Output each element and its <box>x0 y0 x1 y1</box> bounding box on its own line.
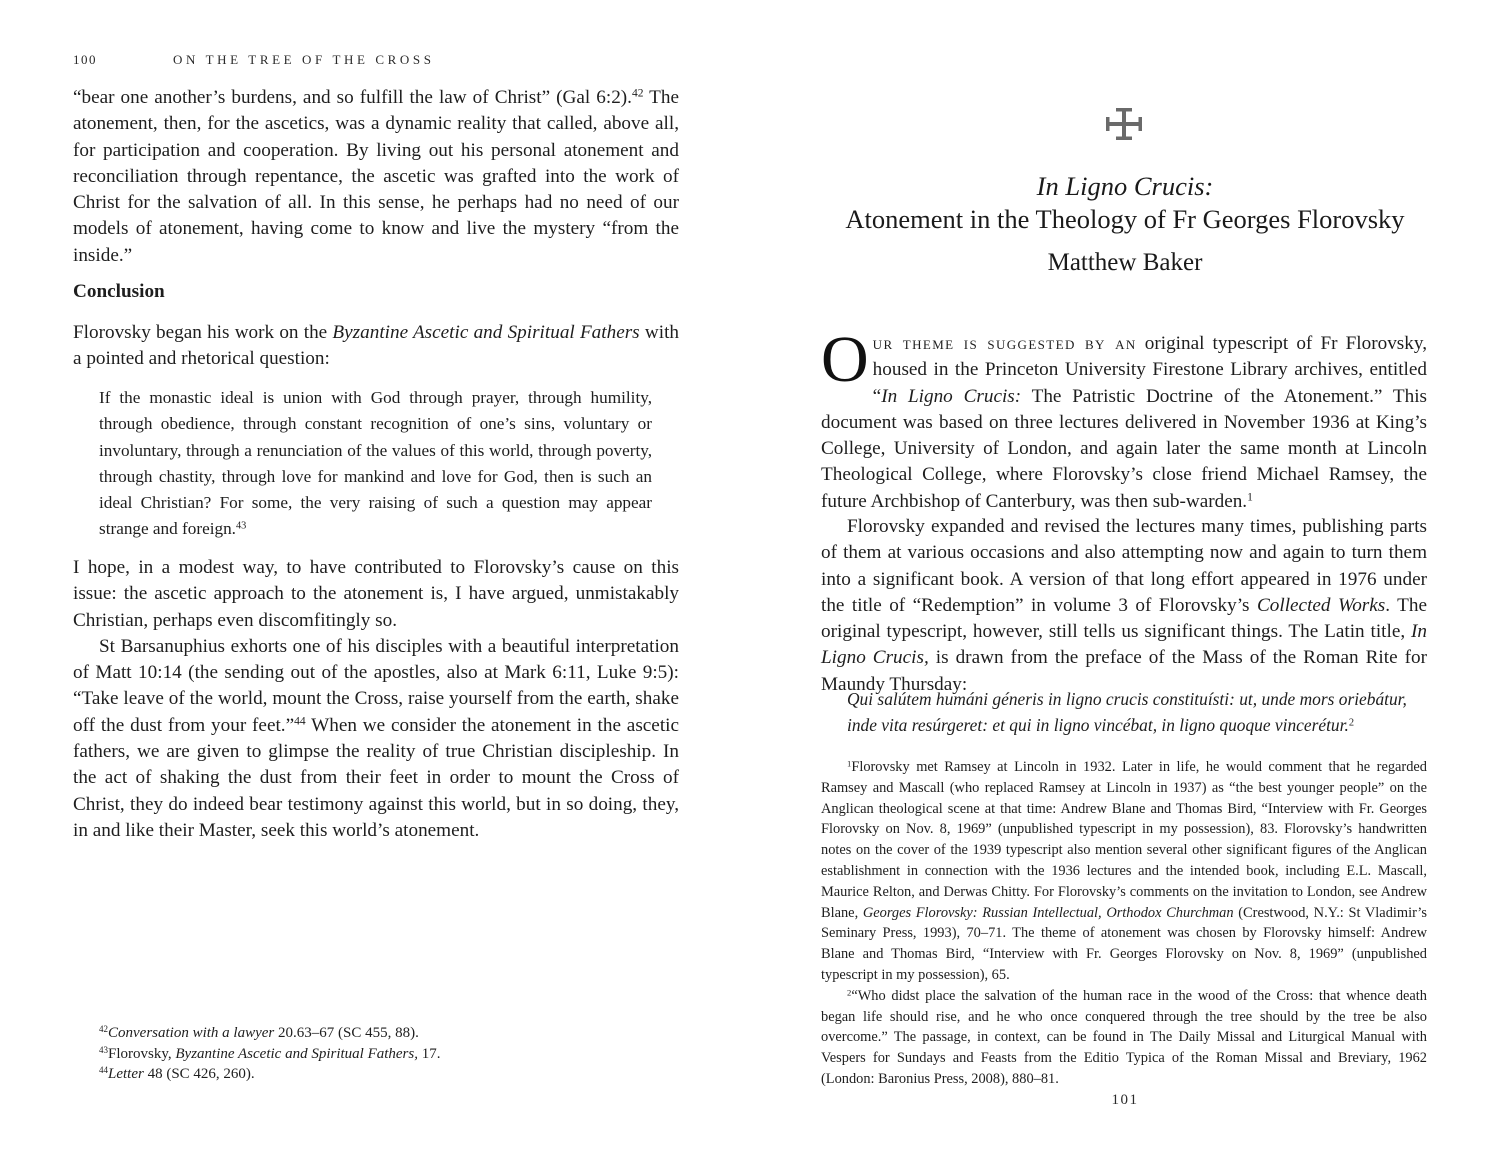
footnote-number: 2 <box>847 987 852 998</box>
footnote-number: 42 <box>99 1024 108 1035</box>
footnote-ref[interactable]: 1 <box>1247 491 1253 504</box>
paragraph-text: St Barsanuphius exhorts one of his disciples with a beautiful interpretation of Matt 10:14 (the sending out of the apostles, also at Mark 6:11, Luke 9:5): “Take leave of the world, mount the Cross, raise yourself from the earth, shake off the dust from your feet.” <box>73 635 679 736</box>
chapter-title-main: Atonement in the Theology of Fr Georges Florovsky <box>845 204 1405 234</box>
page-number: 100 <box>73 52 97 67</box>
footnote-ref[interactable]: 43 <box>235 520 247 532</box>
quote-text: If the monastic ideal is union with God through prayer, through humility, through obedience, through constant recognition of one’s sins, voluntary or involuntary, through a renunciation of the values of this world, through poverty, through chastity, through love for mankind and love for God, then is such an ideal Christian? For some, the very raising of such a question may appear strange and foreign. <box>99 388 652 539</box>
paragraph-text: The Patristic Doctrine of the Atonement.” This document was based on three lectures delivered in November 1936 at King’s College, University of London, and again later the same month at Lincoln Theological College, where Florovsky’s close friend Michael Ramsey, the future Archbishop of Canterbury, was then sub-warden. <box>821 385 1427 512</box>
footnote-text: “Who didst place the salvation of the human race in the wood of the Cross: that whence death began life should rise, and he who once conquered through the tree should by the tree be also overcome.” The passage, in context, can be found in The Daily Missal and Liturgical Manual with Vespers for Sundays and Feasts from the Editio Typica of the Roman Missal and Breviary, 1962 (London: Baronius Press, 2008), 880–81. <box>821 987 1427 1087</box>
footnote-text: Florovsky met Ramsey at Lincoln in 1932. Later in life, he would comment that he regarded Ramsey and Mascall (who replaced Ramsey at Lincoln in 1937) as “the best younger people” on the Anglican theological scene at that time: Andrew Blane and Thomas Bird, “Interview with Fr. Georges Florovsky on Nov. 8, 1969” (unpublished typescript in my possession), 83. Florovsky’s handwritten notes on the cover of the 1939 typescript also mention several other significant figures of the Anglican establishment in connection with the 1936 lectures and the intended book, including E.L. Mascall, Maurice Relton, and Derwas Chitty. For Florovsky’s comments on the invitation to London, see Andrew Blane, <box>821 759 1427 921</box>
paragraph-text: . The original typescript, however, still tells us significant things. The Latin title, <box>821 594 1427 643</box>
section-heading: Conclusion <box>73 281 165 302</box>
body-paragraph: I hope, in a modest way, to have contributed to Florovsky’s cause on this issue: the ascetic approach to the atonement is, I have argued, unmistakably Christian, perhaps even discomfitingly so. <box>73 557 679 631</box>
footnote-ref[interactable]: 42 <box>631 87 644 100</box>
footnote-text: Florovsky, <box>108 1045 176 1062</box>
footnote-ref[interactable]: 2 <box>1348 717 1355 729</box>
body-paragraph <box>73 634 679 844</box>
paragraph-text: When we consider the atonement in the ascetic fathers, we are given to glimpse the reality of true Christian discipleship. In the act of shaking the dust from their feet in order to mount the Cross of Christ, they do indeed bear testimony against this world, but in so doing, they, in and like their Master, seek this world’s atonement. <box>73 714 679 841</box>
footnotes <box>821 757 1427 1090</box>
quote-line: inde vita resúrgeret: et qui in ligno vincébat, in ligno quoque vincerétur. <box>847 715 1349 735</box>
footnote-text: (Crestwood, N.Y.: St Vladimir’s Seminary Press, 1993), 70–71. The theme of atonement was chosen by Florovsky himself: Andrew Blane and Thomas Bird, “Interview with Fr. Georges Florovsky on Nov. 8, 1969” (unpublished typescript in my possession), 65. <box>821 904 1428 983</box>
body-paragraph <box>821 323 1427 515</box>
footnote-text: 20.63–67 (SC 455, 88). <box>274 1025 419 1041</box>
body-paragraph <box>73 320 679 373</box>
footnote-text: 48 (SC 426, 260). <box>143 1066 255 1082</box>
footnotes <box>99 1023 659 1085</box>
paragraph-text: Florovsky began his work on the <box>73 322 333 343</box>
footnote <box>99 1064 659 1085</box>
paragraph-text: “bear one another’s burdens, and so fulfill the law of Christ” (Gal 6:2). <box>73 87 632 108</box>
block-quote <box>99 385 652 543</box>
book-title: Byzantine Ascetic and Spiritual Fathers <box>332 322 640 343</box>
typescript-title: In Ligno Crucis: <box>881 385 1022 407</box>
paragraph-text: The atonement, then, for the ascetics, was a dynamic reality that called, above all, for participation and cooperation. By living out his personal atonement and reconciliation through repentance, the ascetic was grafted into the work of Christ for the salvation of all. In this sense, he perhaps had no need of our models of atonement, having come to know and live the mystery “from the inside.” <box>73 87 680 266</box>
paragraph-text: with a pointed and rhetorical question: <box>73 322 679 370</box>
footnote <box>821 986 1427 1090</box>
page-number: 101 <box>1111 1092 1139 1108</box>
latin-quote <box>847 686 1427 738</box>
footnote-text: 17. <box>417 1045 441 1062</box>
right-page <box>750 0 1500 1153</box>
drop-cap: O <box>821 323 869 396</box>
small-caps-opening: ur theme is suggested by an <box>872 333 1137 353</box>
body-paragraphs <box>73 555 679 844</box>
footnote <box>99 1044 659 1065</box>
footnote <box>99 1023 659 1044</box>
running-head <box>73 52 435 68</box>
body-paragraph <box>821 514 1427 698</box>
body-paragraph <box>73 85 679 269</box>
footnote-number: 44 <box>99 1065 108 1076</box>
chapter-author: Matthew Baker <box>1047 249 1203 276</box>
chapter-title-italic: In Ligno Crucis: <box>1036 171 1214 201</box>
chapter-title <box>750 170 1500 236</box>
quote-line: Qui salútem humáni géneris in ligno crucis constituísti: ut, unde mors oriebátur, <box>847 689 1407 709</box>
paragraph-text: original typescript of Fr Florovsky, housed in the Princeton University Firestone Library archives, entitled “ <box>872 333 1427 407</box>
running-head-title: ON THE TREE OF THE CROSS <box>173 52 435 67</box>
footnote-number: 43 <box>99 1044 108 1055</box>
footnote <box>821 757 1427 986</box>
footnote-italic: Georges Florovsky: Russian Intellectual, Orthodox Churchman <box>862 904 1234 921</box>
paragraph-text: Florovsky expanded and revised the lectures many times, publishing parts of them at various occasions and also attempting now and again to turn them into a significant book. A version of that long effort appeared in 1976 under the title of “Redemption” in volume 3 of Florovsky’s <box>821 516 1427 616</box>
latin-title: In Ligno Crucis, <box>821 621 1427 669</box>
book-title: Collected Works <box>1256 594 1386 616</box>
footnote-number: 1 <box>847 758 852 769</box>
jerusalem-cross-icon <box>1106 108 1142 140</box>
footnote-italic: Letter <box>108 1066 144 1082</box>
footnote-ref[interactable]: 44 <box>294 715 306 728</box>
footnote-italic: Conversation with a lawyer <box>108 1025 275 1041</box>
paragraph-text: is drawn from the preface of the Mass of the Roman Rite for Maundy Thursday: <box>821 647 1427 695</box>
footnote-italic: Byzantine Ascetic and Spiritual Fathers, <box>175 1045 418 1062</box>
